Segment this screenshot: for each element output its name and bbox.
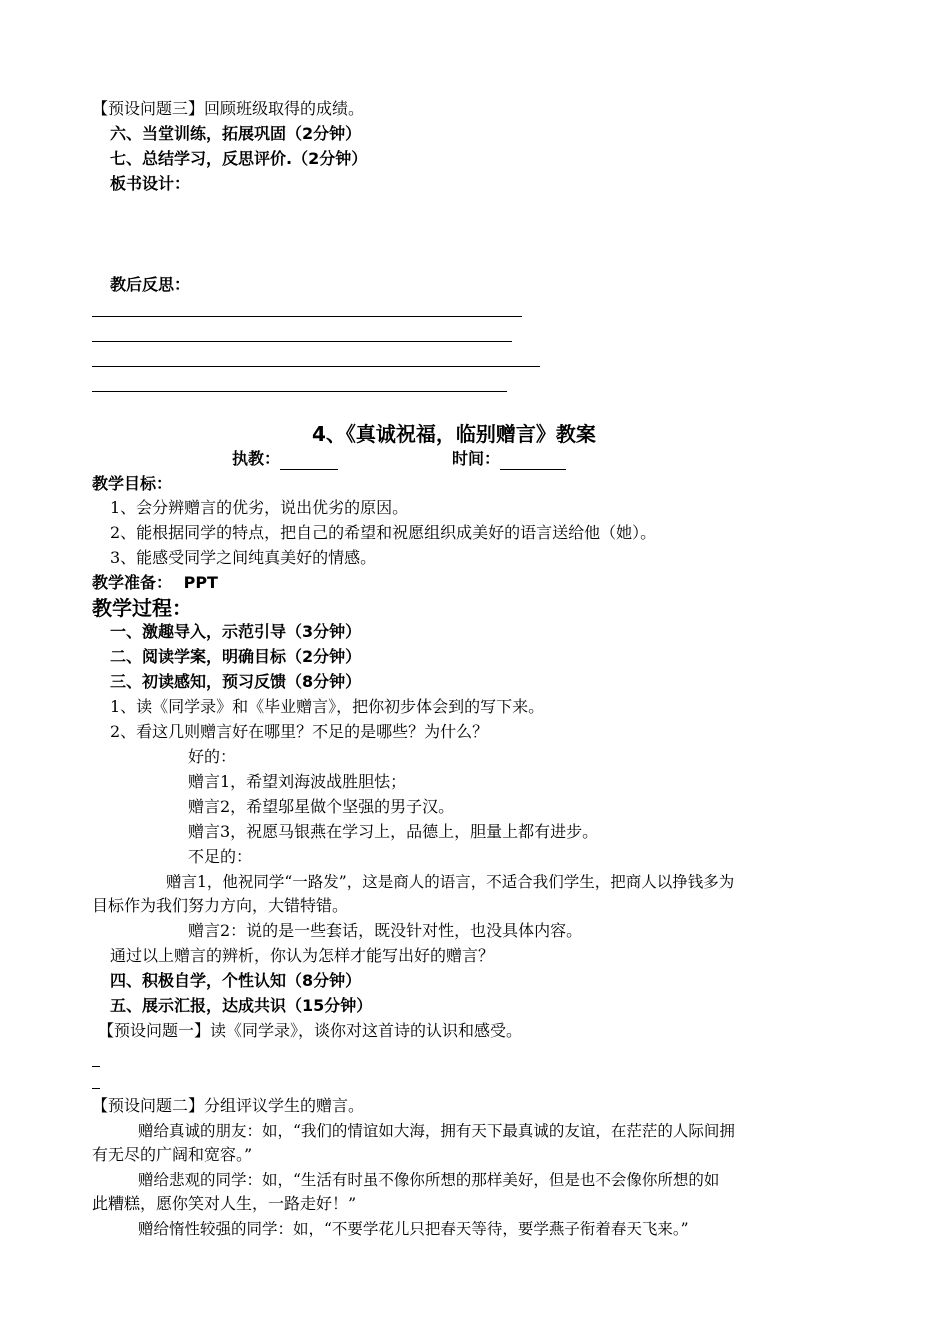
time-label: 时间： [452, 449, 501, 468]
example-1-cont: 有无尽的广阔和宽容。” [92, 1145, 253, 1164]
bad-label: 不足的： [188, 847, 253, 866]
goal-item: 1、会分辨赠言的优劣，说出优劣的原因。 [110, 498, 409, 517]
step-4-heading: 四、积极自学，个性认知（8分钟） [110, 971, 362, 990]
good-item: 赠言1，希望刘海波战胜胆怯； [188, 772, 407, 791]
step-5-heading: 五、展示汇报，达成共识（15分钟） [110, 996, 373, 1015]
goals-heading: 教学目标： [92, 474, 173, 493]
example-1: 赠给真诚的朋友：如，“我们的情谊如大海，拥有天下最真诚的友谊，在茫茫的人际间拥 [138, 1122, 735, 1140]
step-6-heading: 六、当堂训练，拓展巩固（2分钟） [110, 124, 362, 143]
example-3: 赠给惰性较强的同学：如，“不要学花儿只把春天等待，要学燕子衔着春天飞来。” [138, 1220, 689, 1238]
step-1-heading: 一、激趣导入，示范引导（3分钟） [110, 622, 362, 641]
preset-question-1: 【预设问题一】读《同学录》，谈你对这首诗的认识和感受。 [98, 1021, 523, 1040]
time-field [452, 448, 566, 470]
reflection-line [92, 391, 507, 392]
goal-item: 3、能感受同学之间纯真美好的情感。 [110, 548, 377, 567]
board-design-label: 板书设计： [110, 174, 191, 193]
reflection-label: 教后反思： [110, 275, 191, 294]
teacher-label: 执教： [232, 449, 281, 468]
step-3-heading: 三、初读感知，预习反馈（8分钟） [110, 672, 362, 691]
reflection-line [92, 316, 522, 317]
example-2-cont: 此糟糕，愿你笑对人生，一路走好！” [92, 1194, 357, 1213]
answer-mark [92, 1066, 100, 1067]
preset-question-2: 【预设问题二】分组评议学生的赠言。 [92, 1096, 365, 1115]
good-item: 赠言3，祝愿马银燕在学习上，品德上，胆量上都有进步。 [188, 822, 599, 841]
bad-item-2: 赠言2：说的是一些套话，既没针对性，也没具体内容。 [188, 921, 583, 940]
teacher-blank [280, 453, 338, 470]
lesson-title: 4、《真诚祝福，临别赠言》教案 [312, 422, 596, 446]
example-2: 赠给悲观的同学：如，“生活有时虽不像你所想的那样美好，但是也不会像你所想的如 [138, 1171, 720, 1189]
time-blank [500, 453, 566, 470]
step-2-heading: 二、阅读学案，明确目标（2分钟） [110, 647, 362, 666]
good-label: 好的： [188, 747, 237, 766]
prep-label: 教学准备： [92, 573, 173, 592]
good-item: 赠言2，希望邬星做个坚强的男子汉。 [188, 797, 455, 816]
bad-item-1-cont: 目标作为我们努力方向，大错特错。 [92, 896, 349, 915]
task-2: 2、看这几则赠言好在哪里？不足的是哪些？为什么？ [110, 722, 489, 741]
teacher-field [232, 448, 338, 470]
process-heading: 教学过程： [92, 596, 192, 620]
step-7-heading: 七、总结学习，反思评价.（2分钟） [110, 149, 368, 168]
prep-field [92, 572, 218, 594]
goal-item: 2、能根据同学的特点，把自己的希望和祝愿组织成美好的语言送给他（她）。 [110, 523, 657, 542]
preset-question-3: 【预设问题三】回顾班级取得的成绩。 [92, 99, 365, 118]
summary-question: 通过以上赠言的辨析，你认为怎样才能写出好的赠言？ [110, 946, 495, 965]
bad-item-1: 赠言1，他祝同学“一路发”，这是商人的语言，不适合我们学生，把商人以挣钱多为 [166, 873, 735, 891]
reflection-line [92, 366, 540, 367]
task-1: 1、读《同学录》和《毕业赠言》，把你初步体会到的写下来。 [110, 697, 545, 716]
answer-mark [92, 1088, 100, 1089]
prep-value: PPT [183, 573, 218, 592]
reflection-line [92, 341, 512, 342]
